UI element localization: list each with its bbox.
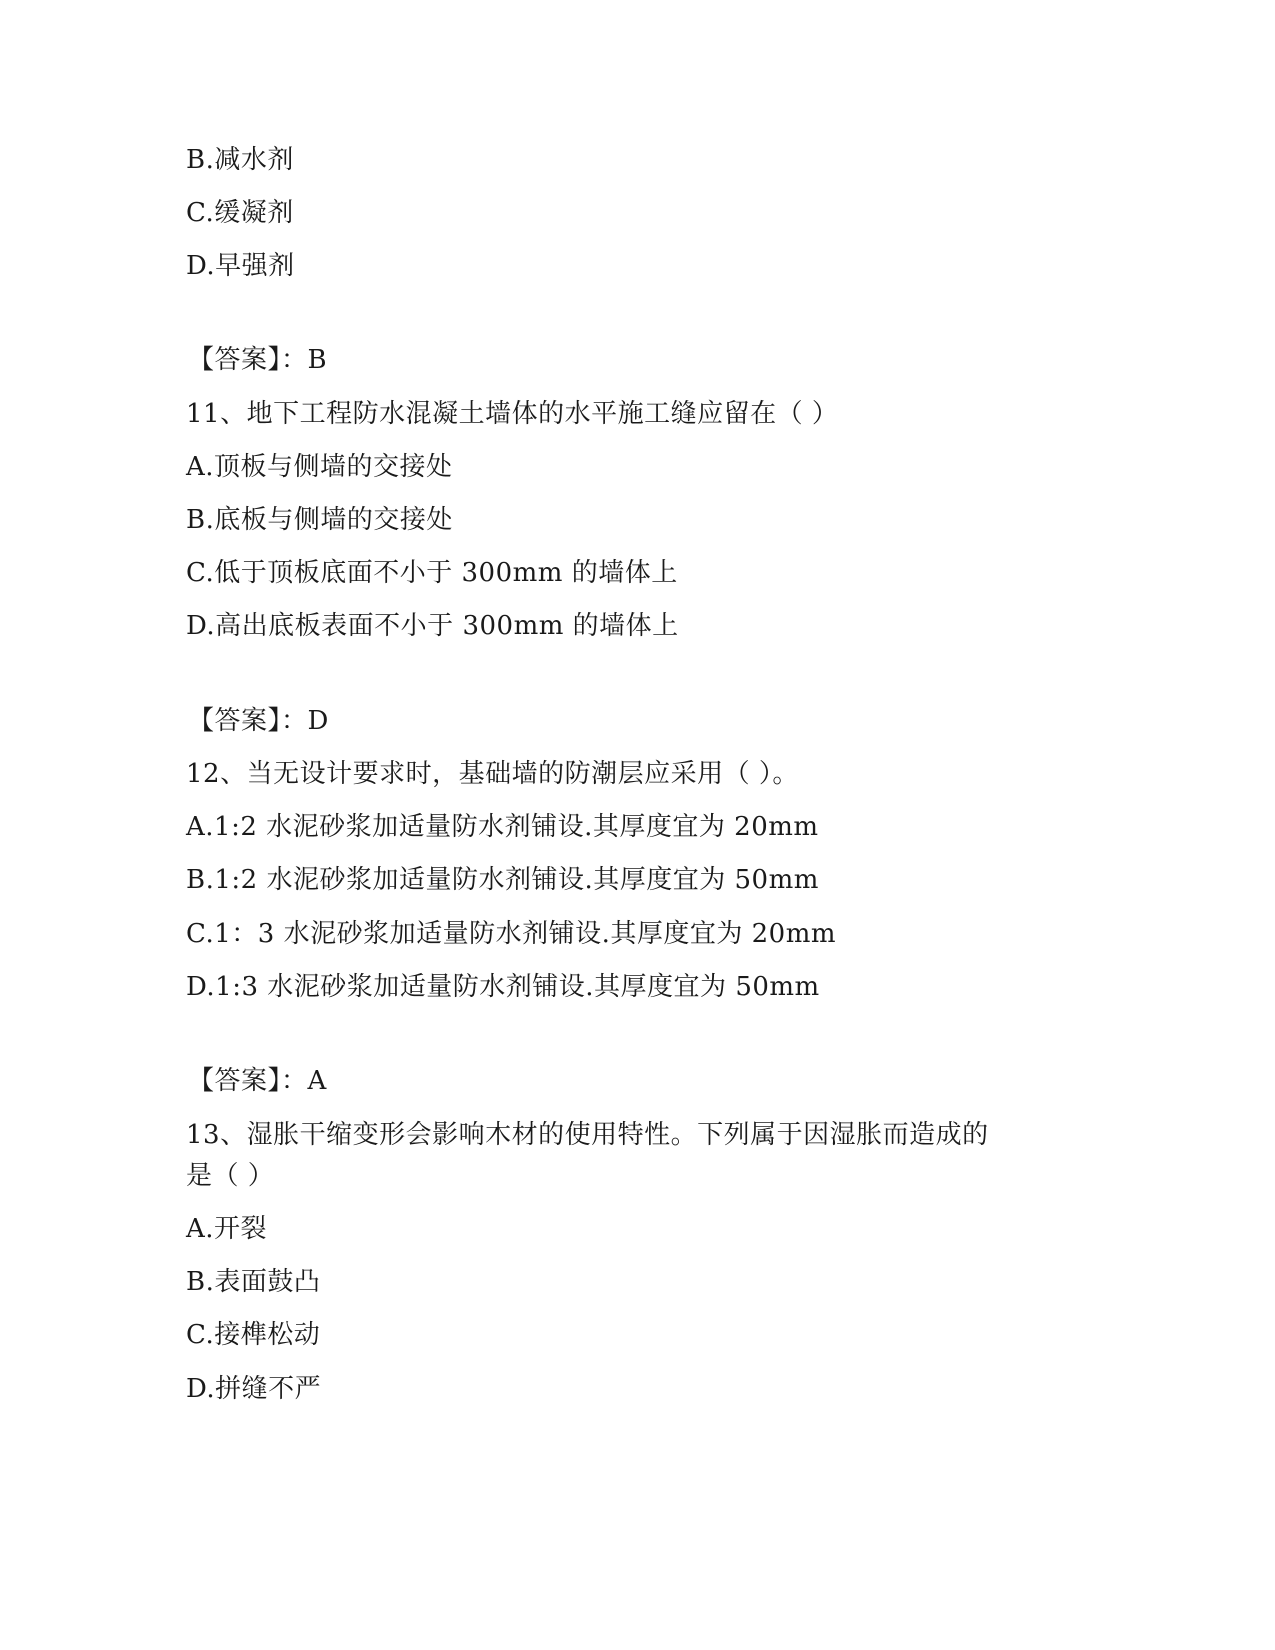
option-d: D.拼缝不严 <box>186 1374 322 1404</box>
option-b: B.表面鼓凸 <box>186 1267 321 1297</box>
answer-line: 【答案】：B <box>188 345 328 375</box>
option-d: D.1:3 水泥砂浆加适量防水剂铺设.其厚度宜为 50mm <box>186 972 820 1002</box>
question-stem: 13、湿胀干缩变形会影响木材的使用特性。下列属于因湿胀而造成的 <box>186 1120 989 1150</box>
question-stem: 12、当无设计要求时，基础墙的防潮层应采用（ ）。 <box>186 759 799 789</box>
answer-line: 【答案】：A <box>188 1066 327 1096</box>
option-a: A.开裂 <box>186 1214 268 1244</box>
option-c: C.接榫松动 <box>186 1320 321 1350</box>
option-a: A.1:2 水泥砂浆加适量防水剂铺设.其厚度宜为 20mm <box>186 812 819 842</box>
question-stem-continued: 是（ ） <box>186 1161 275 1191</box>
option-d: D.高出底板表面不小于 300mm 的墙体上 <box>186 611 679 641</box>
option-c: C.1：3 水泥砂浆加适量防水剂铺设.其厚度宜为 20mm <box>186 919 837 949</box>
option-c: C.低于顶板底面不小于 300mm 的墙体上 <box>186 558 678 588</box>
option-b: B.1:2 水泥砂浆加适量防水剂铺设.其厚度宜为 50mm <box>186 865 819 895</box>
answer-line: 【答案】：D <box>188 706 329 736</box>
option-b: B.底板与侧墙的交接处 <box>186 505 453 535</box>
option-d: D.早强剂 <box>186 251 295 281</box>
question-stem: 11、地下工程防水混凝土墙体的水平施工缝应留在（ ） <box>186 399 839 429</box>
option-c: C.缓凝剂 <box>186 198 294 228</box>
option-b: B.减水剂 <box>186 145 294 175</box>
option-a: A.顶板与侧墙的交接处 <box>186 452 453 482</box>
